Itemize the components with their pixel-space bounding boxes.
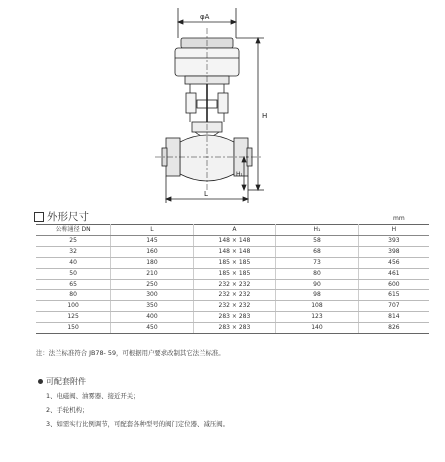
cell-l: 400 [111,312,194,323]
section-header [34,209,89,224]
cell-a: 185 × 185 [193,257,276,268]
header-dn: 公称通径 DN [36,225,111,236]
cell-a: 185 × 185 [193,268,276,279]
cell-h: 398 [358,246,429,257]
cell-dn: 150 [36,323,111,334]
cell-h: 826 [358,323,429,334]
cell-h1: 108 [276,301,359,312]
header-a: A [193,225,276,236]
accessories-header [38,376,86,387]
cell-l: 160 [111,246,194,257]
cell-a: 232 × 232 [193,290,276,301]
cell-l: 350 [111,301,194,312]
cell-h1: 123 [276,312,359,323]
cell-h: 600 [358,279,429,290]
unit-label: mm [393,215,405,222]
dimensions-table [36,224,429,334]
cell-h1: 58 [276,235,359,246]
accessory-item: 3、如需实行比例调节，可配套各种型号的阀门定位器、减压阀。 [46,420,230,428]
accessories-title: 可配套附件 [46,377,86,386]
cell-h: 393 [358,235,429,246]
header-h: H [358,225,429,236]
table-row [36,290,429,301]
cell-a: 148 × 148 [193,246,276,257]
dim-label-h1: H₁ [236,171,243,178]
cell-dn: 125 [36,312,111,323]
cell-a: 283 × 283 [193,312,276,323]
dim-label-length: L [204,190,208,198]
section-title: 外形尺寸 [47,211,89,223]
table-row [36,246,429,257]
bullet-icon [38,379,43,384]
cell-a: 148 × 148 [193,235,276,246]
cell-h1: 98 [276,290,359,301]
table-row [36,323,429,334]
cell-h: 707 [358,301,429,312]
cell-l: 450 [111,323,194,334]
square-bullet-icon [34,212,44,222]
cell-h: 461 [358,268,429,279]
table-row [36,312,429,323]
cell-l: 300 [111,290,194,301]
cell-h: 814 [358,312,429,323]
dim-label-diameter: φA [200,13,210,21]
cell-h1: 68 [276,246,359,257]
cell-l: 210 [111,268,194,279]
cell-h: 615 [358,290,429,301]
cell-dn: 32 [36,246,111,257]
cell-h1: 73 [276,257,359,268]
cell-dn: 50 [36,268,111,279]
cell-a: 232 × 232 [193,301,276,312]
cell-h1: 140 [276,323,359,334]
table-row [36,235,429,246]
header-h1: H₁ [276,225,359,236]
valve-dimension-drawing [0,0,445,205]
table-row [36,279,429,290]
table-row [36,257,429,268]
table-row [36,268,429,279]
cell-l: 250 [111,279,194,290]
accessory-item: 2、手轮机构； [46,406,89,414]
cell-a: 283 × 283 [193,323,276,334]
cell-a: 232 × 232 [193,279,276,290]
cell-dn: 40 [36,257,111,268]
cell-dn: 80 [36,290,111,301]
dim-label-height: H [262,112,268,120]
header-l: L [111,225,194,236]
cell-l: 180 [111,257,194,268]
cell-dn: 65 [36,279,111,290]
cell-h: 456 [358,257,429,268]
standard-note: 注：法兰标准符合 JB78- 59，可根据用户要求改制其它法兰标准。 [36,349,225,357]
cell-h1: 90 [276,279,359,290]
cell-dn: 25 [36,235,111,246]
accessory-item: 1、电磁阀、油雾器、接近开关； [46,392,140,400]
cell-h1: 80 [276,268,359,279]
table-header-row [36,225,429,236]
cell-l: 145 [111,235,194,246]
cell-dn: 100 [36,301,111,312]
table-row [36,301,429,312]
